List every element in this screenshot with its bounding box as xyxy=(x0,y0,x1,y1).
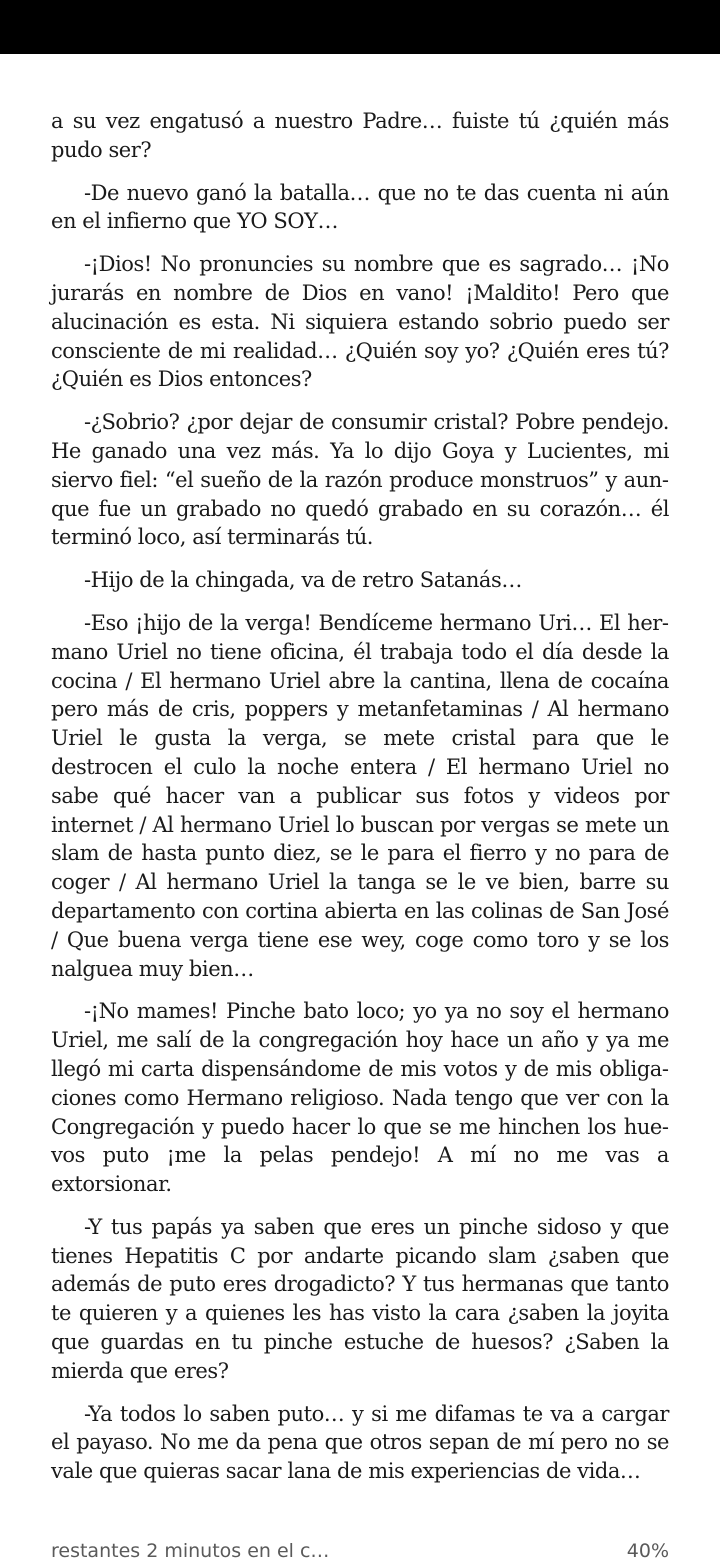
paragraph: -Hijo de la chingada, va de retro Satanás… xyxy=(84,568,522,593)
paragraph: -De nuevo ganó la batalla… que no te das cuenta ni aún en el infierno que YO SOY… xyxy=(51,180,669,234)
paragraph: -Eso ¡hijo de la verga! Bendíceme hermano Uri… El hermano Uriel no tiene oficina, él trabaja todo el día desde la cocina / El hermano Uriel abre la cantina, llena de cocaína pero más de cris, poppers y metanfetaminas / Al hermano Uriel le gusta la verga, se mete cristal para que le destrocen el culo la noche entera / El hermano Uriel no sabe qué hacer van a publicar sus fotos y videos por internet / Al hermano Uriel lo buscan por vergas se mete un slam de hasta punto diez, se le para el fierro y no para de coger / Al hermano Uriel la tanga se le ve bien, barre su departamento con cortina abierta en las colinas de San José / Que buena verga tiene ese wey, coge como toro y se los nalguea muy bien… xyxy=(51,610,669,981)
paragraph: -Y tus papás ya saben que eres un pinche sidoso y que tienes Hepatitis C por andarte picando slam ¿saben que además de puto eres drogadicto? Y tus hermanas que tanto te quieren y a quienes les has visto la cara ¿saben la joyita que guardas en tu pinche estuche de huesos? ¿Saben la mierda que eres? xyxy=(51,1214,669,1383)
paragraph: a su vez engatusó a nuestro Padre… fuiste tú ¿quién más pudo ser? xyxy=(51,109,669,162)
paragraph: -¡Dios! No pronuncies su nombre que es sagrado… ¡No jurarás en nombre de Dios en vano! ¡Maldito! Pero que alucinación es esta. Ni siquiera estando sobrio puedo ser consciente de mi realidad… ¿Quién soy yo? ¿Quién eres tú? ¿Quién es Dios entonces? xyxy=(51,252,669,392)
reader-page[interactable] xyxy=(51,107,669,1484)
reader-footer xyxy=(51,1535,669,1567)
paragraph: -Ya todos lo saben puto… y si me difamas te va a cargar el payaso. No me da pena que otros sepan de mí pero no se vale que quieras sacar lana de mis experiencias de vida… xyxy=(51,1401,669,1484)
status-bar xyxy=(0,0,720,54)
progress-percent[interactable]: 40% xyxy=(626,1540,669,1562)
time-left-label[interactable]: restantes 2 minutos en el c… xyxy=(51,1540,330,1562)
paragraph: -¡No mames! Pinche bato loco; yo ya no soy el hermano Uriel, me salí de la congregación hoy hace un año y ya me llegó mi carta dispensándome de mis votos y de mis obligaciones como Hermano religioso. Nada tengo que ver con la Congregación y puedo hacer lo que se me hinchen los huevos puto ¡me la pelas pendejo! A mí no me vas a extorsionar. xyxy=(51,999,669,1197)
paragraph: -¿Sobrio? ¿por dejar de consumir cristal? Pobre pendejo. He ganado una vez más. Ya lo dijo Goya y Lucientes, mi siervo fiel: “el sueño de la razón produce monstruos” y aunque fue un grabado no quedó grabado en su corazón… él terminó loco, así terminarás tú. xyxy=(51,410,669,550)
